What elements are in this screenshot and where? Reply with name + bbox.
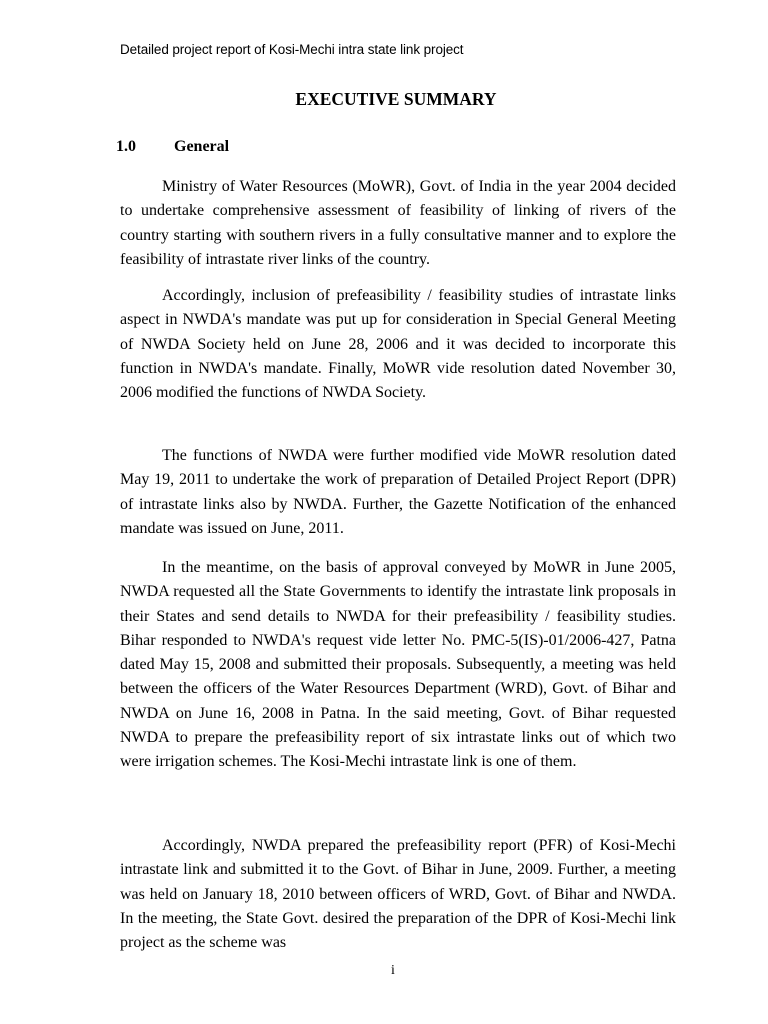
section-heading <box>116 138 229 156</box>
paragraph-2: Accordingly, inclusion of prefeasibility / feasibility studies of intrastate links aspect in NWDA's mandate was put up for consideration in Special General Meeting of NWDA Society held on June 28, 2006 and it was decided to incorporate this function in NWDA's mandate. Finally, MoWR vide resolution dated November 30, 2006 modified the functions of NWDA Society. <box>120 287 676 402</box>
paragraph-3: The functions of NWDA were further modified vide MoWR resolution dated May 19, 2011 to undertake the work of preparation of Detailed Project Report (DPR) of intrastate links also by NWDA. Further, the Gazette Notification of the enhanced mandate was issued on June, 2011. <box>120 447 676 537</box>
page-number: i <box>391 963 395 978</box>
paragraph-1: Ministry of Water Resources (MoWR), Govt. of India in the year 2004 decided to undertake comprehensive assessment of feasibility of linking of rivers of the country starting with southern rivers in a fully consultative manner and to explore the feasibility of intrastate river links of the country. <box>120 178 676 268</box>
running-header: Detailed project report of Kosi-Mechi intra state link project <box>120 42 464 57</box>
paragraph-4: In the meantime, on the basis of approval conveyed by MoWR in June 2005, NWDA requested all the State Governments to identify the intrastate link proposals in their States and send details to NWDA for their prefeasibility / feasibility studies. Bihar responded to NWDA's request vide letter No. PMC-5(IS)-01/2006-427, Patna dated May 15, 2008 and submitted their proposals. Subsequently, a meeting was held between the officers of the Water Resources Department (WRD), Govt. of Bihar and NWDA on June 16, 2008 in Patna. In the said meeting, Govt. of Bihar requested NWDA to prepare the prefeasibility report of six intrastate links out of which two were irrigation schemes. The Kosi-Mechi intrastate link is one of them. <box>120 559 676 771</box>
page-title: EXECUTIVE SUMMARY <box>295 89 497 109</box>
paragraph-5: Accordingly, NWDA prepared the prefeasibility report (PFR) of Kosi-Mechi intrastate link and submitted it to the Govt. of Bihar in June, 2009. Further, a meeting was held on January 18, 2010 between officers of WRD, Govt. of Bihar and NWDA. In the meeting, the State Govt. desired the preparation of the DPR of Kosi-Mechi link project as the scheme was <box>120 837 676 952</box>
section-number: 1.0 <box>116 138 136 155</box>
section-title: General <box>174 138 230 155</box>
